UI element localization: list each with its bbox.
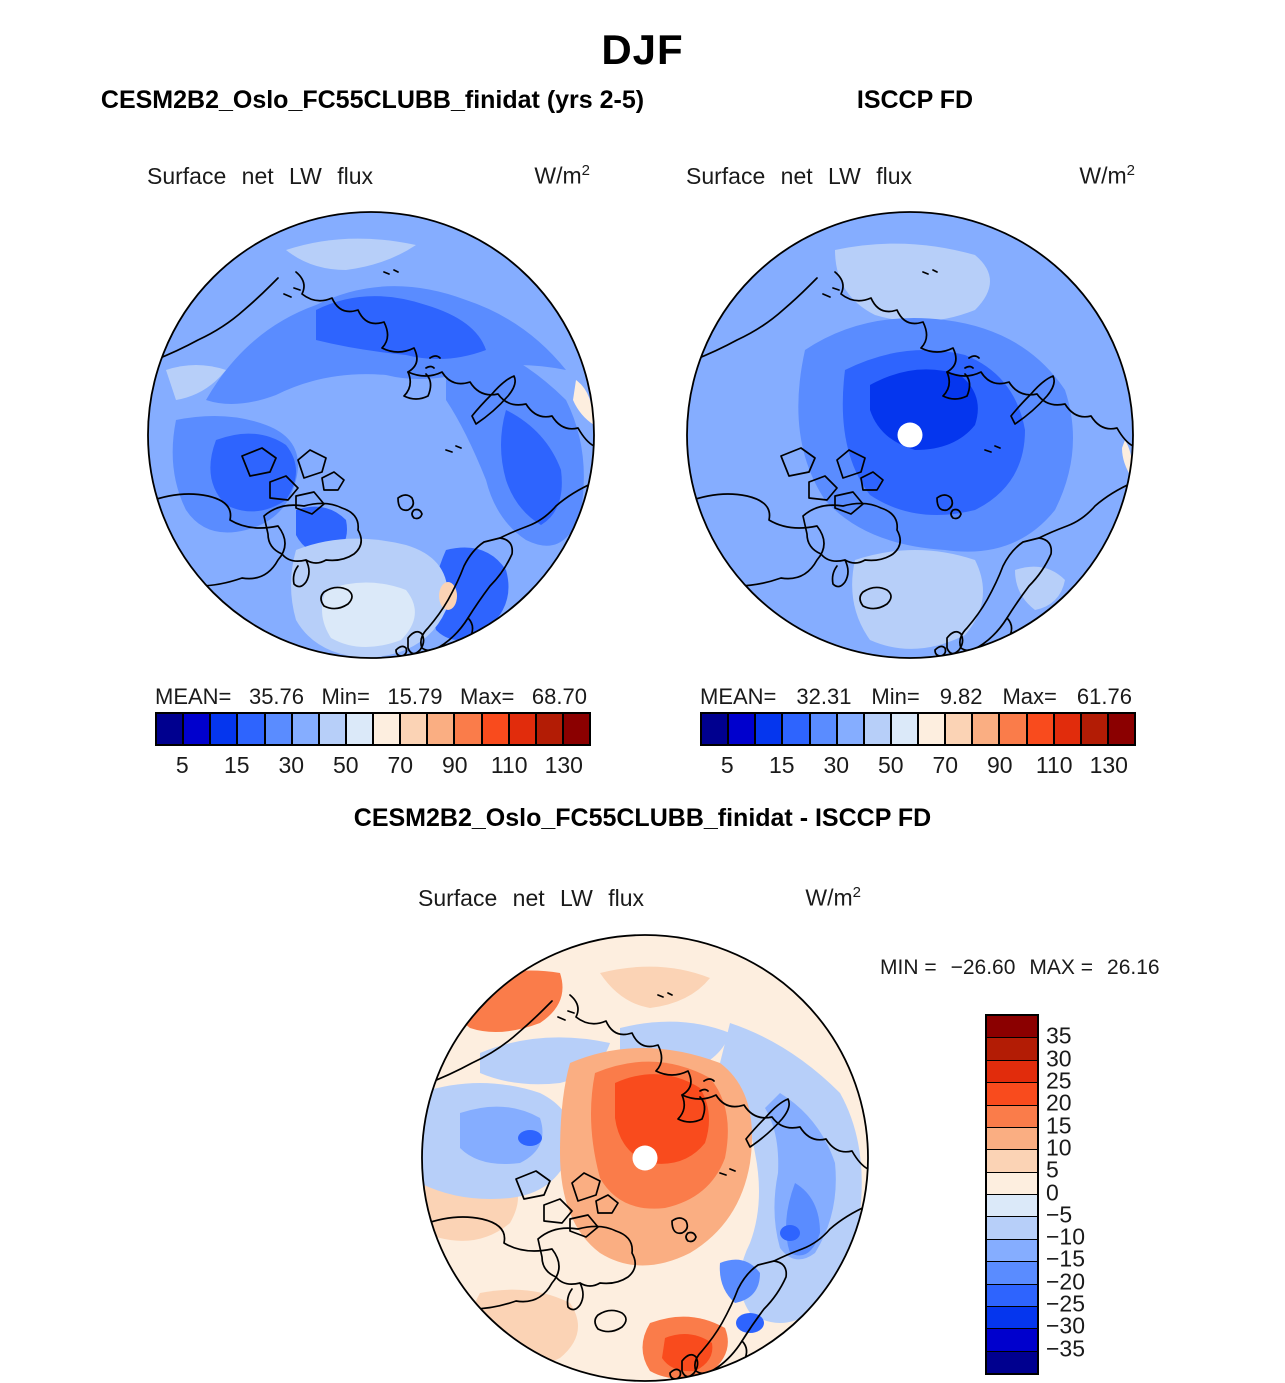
colorbar-tick-label: −15 (1046, 1245, 1086, 1272)
colorbar-tick-label: 10 (1046, 1134, 1072, 1161)
colorbar-cell (987, 1106, 1037, 1128)
obs-colorbar-ticks (700, 752, 1136, 780)
obs-max-value: 61.76 (1076, 684, 1132, 709)
colorbar-tick-label: 20 (1046, 1089, 1072, 1116)
colorbar-cell (987, 1061, 1037, 1083)
colorbar-cell (973, 714, 1000, 744)
colorbar-tick-label: −35 (1046, 1335, 1086, 1362)
diff-colorbar-ticks (1046, 1014, 1118, 1371)
colorbar-cell (987, 1173, 1037, 1195)
colorbar-tick-label: 30 (1046, 1045, 1072, 1072)
diff-units-label: $W/m^2$ (805, 884, 861, 911)
colorbar-tick-label: 110 (490, 752, 528, 778)
obs-mean-label: MEAN= (700, 684, 777, 709)
colorbar-cell (1109, 714, 1134, 744)
colorbar-tick-label: −25 (1046, 1290, 1086, 1317)
colorbar-tick-label: 50 (332, 752, 359, 778)
colorbar-cell (401, 714, 428, 744)
obs-max-label: Max= (1002, 684, 1057, 709)
model-panel-title: CESM2B2_Oslo_FC55CLUBB_finidat (yrs 2-5) (100, 86, 645, 114)
obs-min-value: 9.82 (939, 684, 983, 709)
season-title: DJF (601, 26, 684, 73)
model-min-label: Min= (321, 684, 370, 709)
colorbar-cell (987, 1128, 1037, 1150)
colorbar-cell (987, 1083, 1037, 1105)
colorbar-cell (865, 714, 892, 744)
colorbar-cell (238, 714, 265, 744)
model-mean-value: 35.76 (248, 684, 305, 709)
colorbar-tick-label: 0 (1046, 1179, 1059, 1205)
obs-colorbar (700, 712, 1136, 746)
colorbar-cell (987, 1352, 1037, 1373)
colorbar-cell (1082, 714, 1109, 744)
model-min-value: 15.79 (387, 684, 443, 709)
colorbar-tick-label: 25 (1046, 1067, 1072, 1094)
colorbar-cell (1055, 714, 1082, 744)
model-max-label: Max= (459, 684, 515, 709)
colorbar-tick-label: 5 (175, 752, 189, 778)
colorbar-tick-label: −10 (1046, 1223, 1086, 1250)
obs-map (685, 210, 1135, 660)
colorbar-tick-label: 35 (1046, 1022, 1072, 1049)
model-colorbar-ticks (155, 752, 591, 780)
colorbar-cell (347, 714, 374, 744)
colorbar-cell (157, 714, 184, 744)
colorbar-cell (838, 714, 865, 744)
colorbar-cell (483, 714, 510, 744)
obs-mean-value: 32.31 (796, 684, 852, 709)
colorbar-cell (987, 1217, 1037, 1239)
colorbar-cell (987, 1307, 1037, 1329)
model-units-label: $W/m^2$ (534, 162, 590, 189)
colorbar-tick-label: −5 (1046, 1201, 1073, 1228)
colorbar-cell (987, 1285, 1037, 1307)
model-stats-row (155, 684, 587, 710)
colorbar-tick-label: 70 (932, 752, 959, 778)
model-subtitle-row (147, 162, 590, 190)
diff-max-value: 26.16 (1107, 956, 1160, 979)
colorbar-tick-label: 15 (768, 752, 795, 778)
colorbar-tick-label: 90 (441, 752, 468, 778)
colorbar-cell (702, 714, 729, 744)
colorbar-tick-label: 5 (720, 752, 734, 778)
model-colorbar (155, 712, 591, 746)
model-variable-label: Surface net LW flux (147, 162, 373, 189)
colorbar-cell (987, 1329, 1037, 1351)
colorbar-cell (811, 714, 838, 744)
diff-subtitle-row (418, 884, 861, 912)
colorbar-tick-label: 5 (1046, 1156, 1059, 1183)
obs-units-label: $W/m^2$ (1079, 162, 1135, 189)
obs-subtitle-row (686, 162, 1135, 190)
colorbar-cell (756, 714, 783, 744)
colorbar-cell (211, 714, 238, 744)
model-max-value: 68.70 (531, 684, 587, 709)
colorbar-cell (987, 1038, 1037, 1060)
colorbar-cell (729, 714, 756, 744)
colorbar-cell (510, 714, 537, 744)
colorbar-tick-label: 110 (1035, 752, 1073, 778)
colorbar-tick-label: −20 (1046, 1268, 1086, 1295)
colorbar-tick-label: 50 (877, 752, 904, 778)
colorbar-tick-label: 70 (387, 752, 414, 778)
obs-stats-row (700, 684, 1132, 710)
colorbar-cell (428, 714, 455, 744)
diff-panel-title: CESM2B2_Oslo_FC55CLUBB_finidat - ISCCP FD (353, 804, 932, 832)
colorbar-cell (184, 714, 211, 744)
obs-panel-title: ISCCP FD (856, 86, 974, 114)
diff-max-label: MAX = (1029, 956, 1094, 979)
colorbar-cell (987, 1240, 1037, 1262)
model-mean-label: MEAN= (155, 684, 232, 709)
pole-missing-data-dot (898, 423, 923, 448)
diff-min-label: MIN = (880, 956, 937, 979)
obs-variable-label: Surface net LW flux (686, 162, 912, 189)
diff-variable-label: Surface net LW flux (418, 884, 644, 911)
colorbar-cell (919, 714, 946, 744)
diff-min-value: −26.60 (950, 956, 1016, 979)
colorbar-tick-label: 90 (986, 752, 1013, 778)
colorbar-tick-label: 30 (278, 752, 305, 778)
colorbar-cell (564, 714, 589, 744)
colorbar-tick-label: 30 (823, 752, 850, 778)
colorbar-cell (320, 714, 347, 744)
diff-map (420, 933, 870, 1383)
obs-min-label: Min= (871, 684, 920, 709)
colorbar-tick-label: 130 (1089, 752, 1128, 778)
colorbar-cell (987, 1195, 1037, 1217)
model-map (146, 210, 596, 660)
colorbar-tick-label: −30 (1046, 1312, 1086, 1339)
colorbar-cell (783, 714, 810, 744)
diff-colorbar (985, 1014, 1039, 1375)
colorbar-cell (374, 714, 401, 744)
colorbar-cell (946, 714, 973, 744)
colorbar-cell (987, 1150, 1037, 1172)
diff-stats-row (880, 956, 1180, 980)
colorbar-cell (1028, 714, 1055, 744)
colorbar-cell (455, 714, 482, 744)
colorbar-cell (892, 714, 919, 744)
colorbar-cell (1000, 714, 1027, 744)
colorbar-cell (987, 1016, 1037, 1038)
colorbar-tick-label: 15 (223, 752, 250, 778)
colorbar-cell (987, 1262, 1037, 1284)
colorbar-cell (266, 714, 293, 744)
colorbar-tick-label: 130 (544, 752, 583, 778)
colorbar-cell (293, 714, 320, 744)
colorbar-cell (537, 714, 564, 744)
pole-missing-data-dot (633, 1146, 658, 1171)
colorbar-tick-label: 15 (1046, 1112, 1072, 1139)
